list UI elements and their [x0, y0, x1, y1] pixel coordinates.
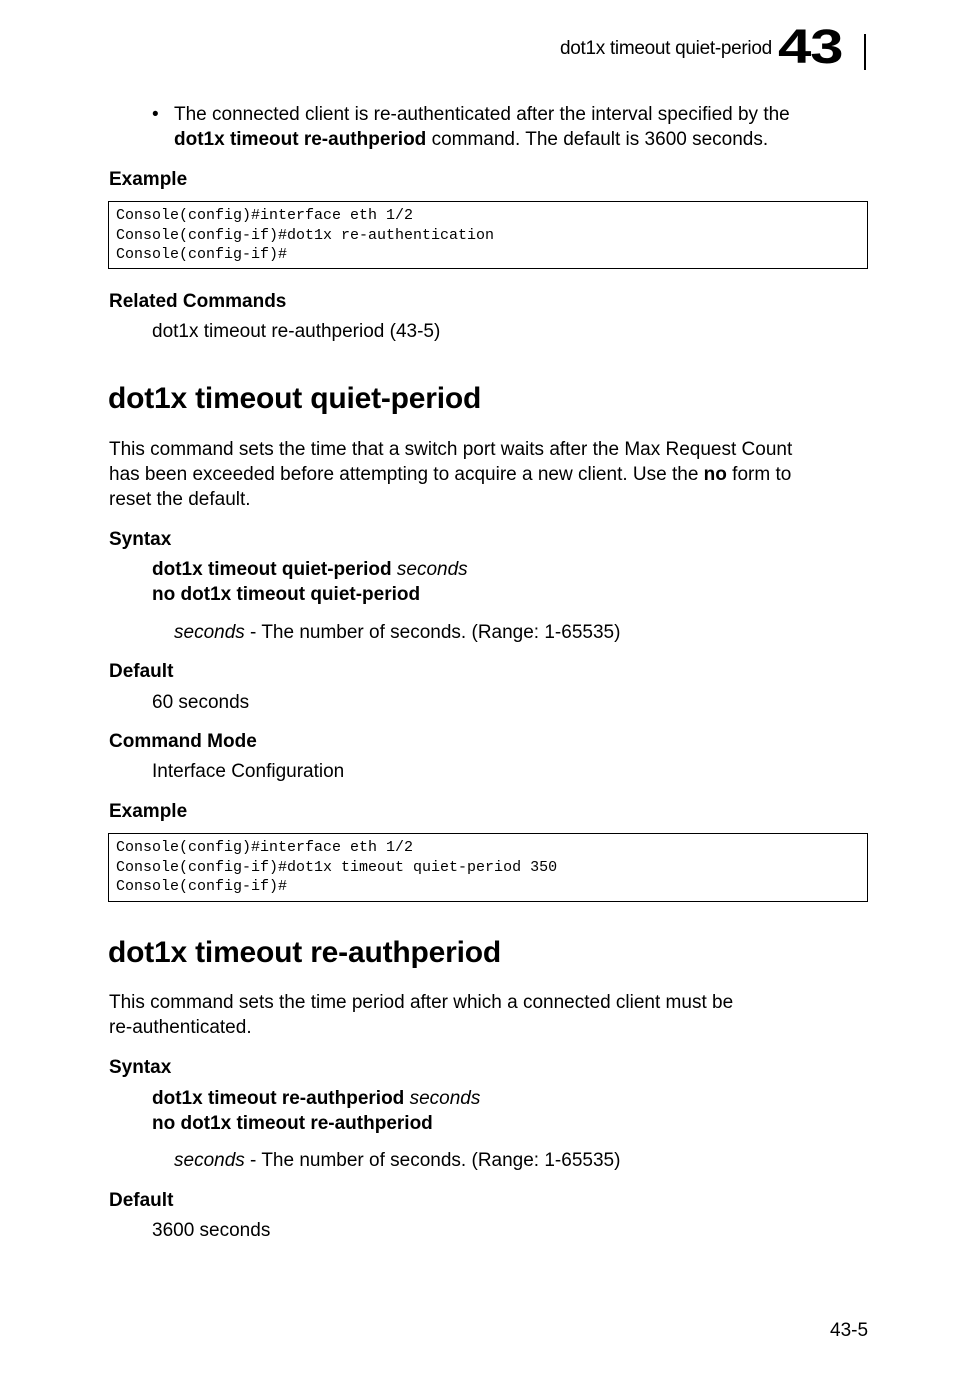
quiet-period-description — [109, 437, 869, 512]
syntax-heading: Syntax — [109, 1057, 172, 1078]
command-mode-value: Interface Configuration — [152, 761, 345, 782]
example-heading: Example — [109, 169, 188, 190]
default-heading: Default — [109, 661, 174, 682]
code-line: Console(config-if)# — [116, 878, 288, 895]
command-mode-heading: Command Mode — [109, 731, 257, 752]
desc-line: re-authenticated. — [109, 1017, 252, 1038]
running-header-title: dot1x timeout quiet-period — [560, 38, 772, 59]
example-heading: Example — [109, 801, 188, 822]
syntax-no-command: no dot1x timeout quiet-period — [152, 584, 421, 605]
syntax-parameter: seconds — [396, 559, 468, 580]
related-command-link: dot1x timeout re-authperiod (43-5) — [152, 321, 441, 342]
section-title-quiet-period: dot1x timeout quiet-period — [108, 382, 482, 415]
desc-line: This command sets the time that a switch port waits after the Max Request Count — [109, 439, 793, 460]
syntax-heading: Syntax — [109, 529, 172, 550]
code-example-block — [108, 201, 868, 269]
syntax-command-name: dot1x timeout re-authperiod — [152, 1088, 405, 1109]
syntax-command — [152, 557, 468, 582]
parameter-text: - The number of seconds. (Range: 1-65535) — [244, 1150, 621, 1171]
code-line: Console(config-if)# — [116, 246, 288, 263]
syntax-command-name: dot1x timeout quiet-period — [152, 559, 392, 580]
re-authperiod-description — [109, 990, 869, 1040]
chapter-number: 43 — [778, 21, 843, 74]
parameter-description — [174, 1148, 620, 1173]
desc-no-keyword: no — [703, 464, 727, 485]
desc-line: This command sets the time period after which a connected client must be — [109, 992, 734, 1013]
bullet-command-ref: dot1x timeout re-authperiod — [174, 129, 427, 150]
syntax-no-form — [152, 582, 420, 607]
code-line: Console(config)#interface eth 1/2 — [116, 207, 414, 224]
page-number: 43-5 — [830, 1320, 869, 1341]
default-heading: Default — [109, 1190, 174, 1211]
code-line: Console(config)#interface eth 1/2 — [116, 839, 414, 856]
chapter-divider — [864, 34, 866, 70]
code-line: Console(config-if)#dot1x re-authentication — [116, 226, 495, 244]
syntax-no-form — [152, 1111, 433, 1136]
code-line: Console(config-if)#dot1x timeout quiet-period 350 — [116, 858, 558, 876]
parameter-name: seconds — [174, 622, 245, 643]
code-example-block — [108, 833, 868, 902]
syntax-no-command: no dot1x timeout re-authperiod — [152, 1113, 433, 1134]
parameter-name: seconds — [174, 1150, 245, 1171]
desc-line: reset the default. — [109, 489, 251, 510]
bullet-marker: • — [152, 104, 159, 125]
syntax-parameter: seconds — [409, 1088, 481, 1109]
parameter-description — [174, 620, 620, 645]
desc-line: has been exceeded before attempting to acquire a new client. Use the — [109, 464, 704, 485]
parameter-text: - The number of seconds. (Range: 1-65535) — [244, 622, 621, 643]
section-title-re-authperiod: dot1x timeout re-authperiod — [108, 936, 501, 969]
bullet-text-post: command. The default is 3600 seconds. — [426, 129, 769, 150]
default-value: 60 seconds — [152, 692, 250, 713]
related-commands-heading: Related Commands — [109, 291, 287, 312]
syntax-command — [152, 1086, 480, 1111]
desc-line: form to — [726, 464, 792, 485]
bullet-text — [174, 102, 874, 152]
bullet-text-pre: The connected client is re-authenticated after the interval specified by the — [174, 104, 790, 125]
default-value: 3600 seconds — [152, 1220, 271, 1241]
